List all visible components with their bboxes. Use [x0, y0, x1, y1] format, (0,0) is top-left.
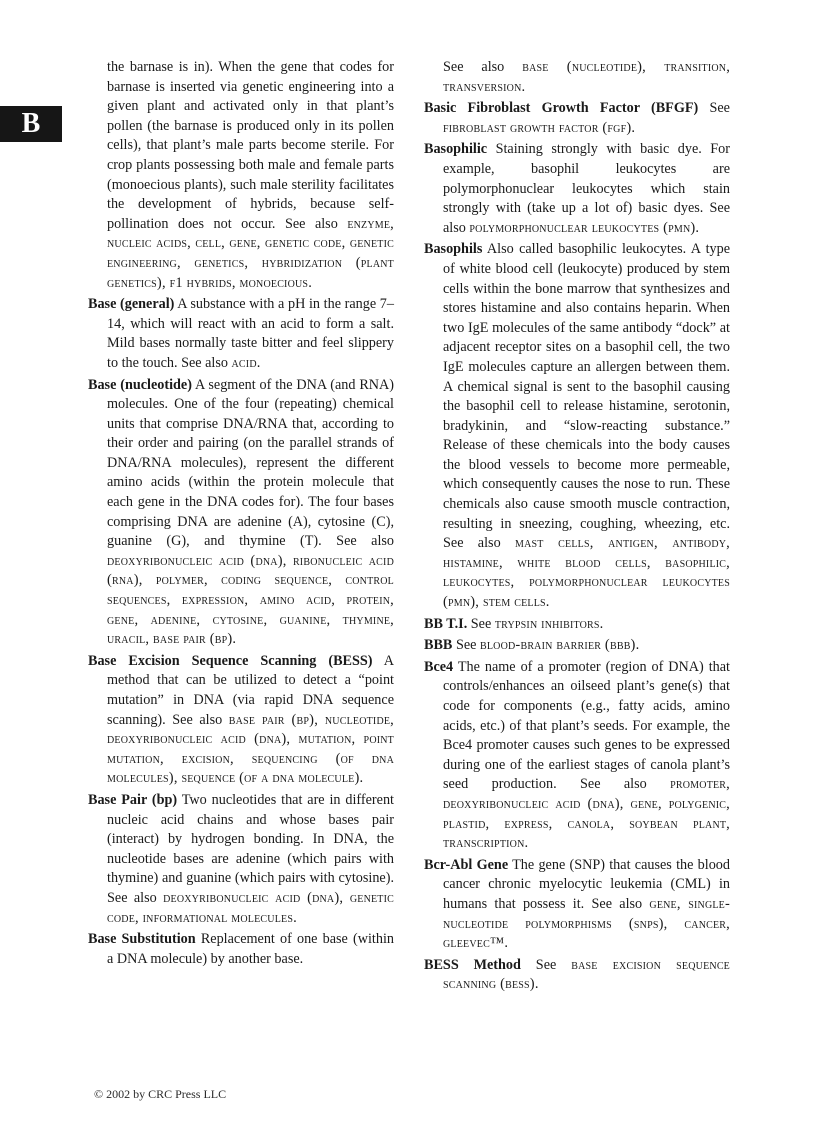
entry-text: See [520, 956, 572, 973]
entry-bess-method [424, 956, 730, 995]
entry-refs: gene, single-nucleotide polymorphisms (snps), cancer, gleevec™. [443, 895, 730, 952]
entry-bbb [424, 636, 730, 656]
entry-barnase-continued [88, 58, 394, 293]
entry-refs: mast cells, antigen, antibody, histamine, white blood cells, basophilic, leukocytes, polymorphonuclear leukocytes (pmn), stem cells. [443, 535, 730, 611]
entry-term: Base Pair (bp) [88, 791, 178, 808]
entry-basophilic [424, 140, 730, 238]
entry-term: Basophilic [424, 141, 488, 158]
entry-term: Base (nucleotide) [88, 376, 192, 393]
entry-refs: acid. [231, 354, 261, 371]
entry-term: Base (general) [88, 296, 175, 313]
entry-text: The name of a promoter (region of DNA) that controls/enhances an oilseed plant’s gene(s) that code for components (e.g., fatty acids, amino acids, etc.) of that plant’s seeds. For example, the Bce4 promoter causes such genes to be expressed during one of the earliest stages of canola plant’s seed production. See also [443, 658, 730, 793]
entry-text: Staining strongly with basic dye. For example, basophil leukocytes are polymorphonuclear leukocytes which stain strongly with (take up a lot of) basic dyes. See also [443, 141, 730, 236]
entry-text: See [452, 637, 480, 654]
entry-term: BESS Method [424, 956, 521, 973]
entry-bess [88, 652, 394, 789]
entry-refs: base excision sequence scanning (bess). [443, 956, 730, 993]
entry-text: Replacement of one base (within a DNA molecule) by another base. [107, 931, 394, 967]
entry-refs: blood-brain barrier (bbb). [479, 637, 640, 654]
entry-refs: deoxyribonucleic acid (dna), genetic code, informational molecules. [107, 889, 395, 926]
entry-term: Base Substitution [88, 931, 196, 948]
entry-text: Also called basophilic leukocytes. A type of white blood cell (leukocyte) produced by stem cells within the bone marrow that synthesizes and stores histamine and also contains heparin. When two IgE molecules of the same antibody “dock” at adjacent receptor sites on a basophil cell, the two IgE molecules capture an allergen between them. A chemical signal is sent to the basophil causing the basophil cell to release histamine, serotonin, bradykinin, and “slow-reacting substance.” Release of these chemicals into the body causes the blood vessels to become more permeable, which consequently causes the nose to run. These chemicals also cause smooth muscle contraction, resulting in sneezing, coughing, wheezing, etc. See also [443, 241, 730, 552]
copyright-footer: © 2002 by CRC Press LLC [94, 1087, 227, 1101]
entry-text: The gene (SNP) that causes the blood cancer chronic myelocytic leukemia (CML) in humans that possess it. See also [443, 856, 730, 912]
entry-base-substitution [88, 930, 394, 969]
entry-refs: base (nucleotide), transition, transversion. [443, 59, 731, 95]
entry-term: BBB [424, 637, 453, 654]
entry-text: See [467, 615, 495, 632]
entry-bcr-abl-gene [424, 856, 730, 954]
entry-bb-ti [424, 615, 730, 635]
entry-bce4 [424, 658, 730, 854]
entry-term: Basic Fibroblast Growth Factor (BFGF) [424, 100, 699, 117]
entry-refs: polymorphonuclear leukocytes (pmn). [469, 219, 700, 236]
entry-refs: enzyme, nucleic acids, cell, gene, genetic code, genetic engineering, genetics, hybridization (plant genetics), f1 hybrids, monoecious. [107, 215, 394, 291]
entry-base-pair [88, 791, 394, 928]
entry-refs: deoxyribonucleic acid (dna), ribonucleic acid (rna), polymer, coding sequence, control sequences, expression, amino acid, protein, gene, adenine, cytosine, guanine, thymine, uracil, base pair (bp). [107, 552, 394, 648]
entry-base-nucleotide [88, 376, 394, 650]
entry-term: Base Excision Sequence Scanning (BESS) [88, 652, 373, 669]
entry-refs: promoter, deoxyribonucleic acid (dna), gene, polygenic, plastid, express, canola, soybean plant, transcription. [443, 776, 730, 852]
entry-bfgf [424, 99, 730, 138]
entry-term: BB T.I. [424, 615, 468, 632]
entry-base-substitution-continued [424, 58, 730, 97]
entry-text: the barnase is in). When the gene that codes for barnase is inserted via genetic engineering into a given plant and activated only in that plant’s pollen (the barnase is produced only in its pollen cells), that plant’s male parts become sterile. For crop plants possessing both male and female parts (monoecious plants), such male sterility facilitates the development of hybrids, because self-pollination does not occur. See also [107, 59, 394, 232]
entry-text: A substance with a pH in the range 7–14, which will react with an acid to form a salt. Mild bases normally taste bitter and feel slippery to the touch. See also [107, 296, 394, 371]
entry-text: A method that can be utilized to detect a “point mutation” in DNA (via rapid DNA sequence scanning). See also [107, 652, 394, 728]
entry-text: See [698, 100, 730, 117]
entry-text: See also [443, 59, 523, 75]
entry-term: Bcr-Abl Gene [424, 856, 509, 873]
right-column [424, 58, 730, 997]
entry-basophils [424, 240, 730, 612]
entry-text: A segment of the DNA (and RNA) molecules. One of the four (repeating) chemical units that comprise DNA/RNA that, according to their order and pairing (on the parallel strands of DNA/RNA molecules), represent the different amino acids (within the protein molecule that each gene in the DNA codes for). The four bases comprising DNA are adenine (A), cytosine (C), guanine (G), and thymine (T). See also [107, 376, 395, 550]
section-letter: B [21, 108, 41, 139]
entry-term: Bce4 [424, 658, 454, 675]
entry-refs: base pair (bp), nucleotide, deoxyribonucleic acid (dna), mutation, point mutation, excision, sequencing (of dna molecules), sequence (of a dna molecule). [107, 711, 394, 787]
section-letter-tab [0, 106, 62, 142]
entry-base-general [88, 295, 394, 373]
entry-refs: fibroblast growth factor (fgf). [443, 119, 636, 136]
entry-refs: trypsin inhibitors. [494, 615, 604, 632]
left-column [88, 58, 394, 971]
entry-text: Two nucleotides that are in different nucleic acid chains and whose bases pair (interact) by hydrogen bonding. In DNA, the nucleotide bases are adenine (which pairs with thymine) and guanine (which pairs with cytosine). See also [107, 791, 394, 906]
entry-term: Basophils [424, 241, 483, 258]
